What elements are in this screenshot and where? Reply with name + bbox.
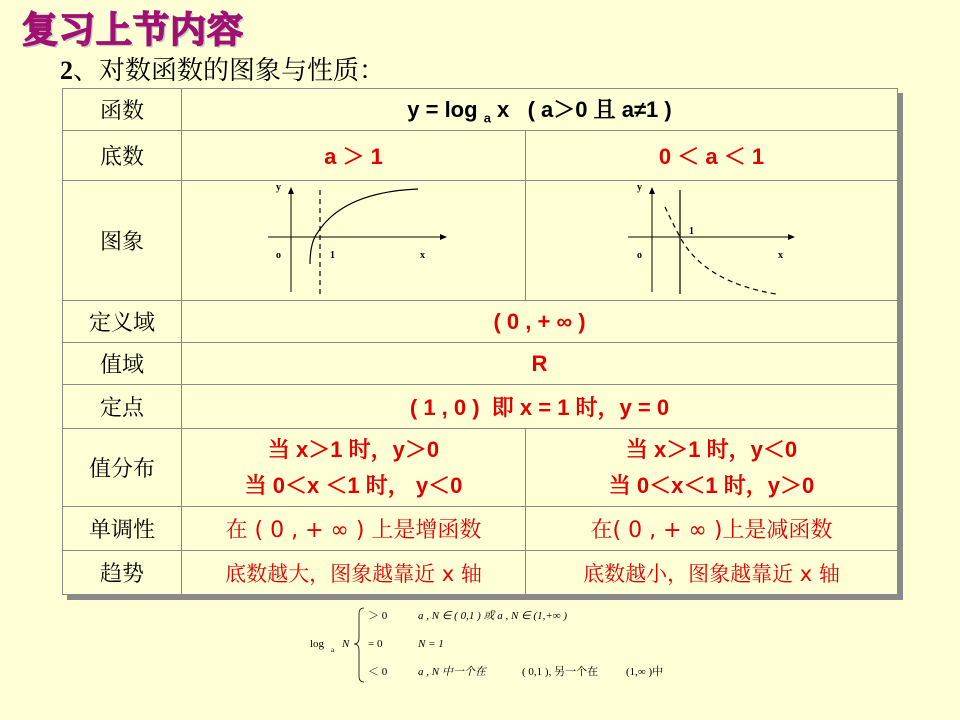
row-monotonicity [63, 507, 898, 551]
graph-increasing-cell [182, 181, 526, 301]
heading-number: 2 [60, 56, 73, 85]
distribution-increasing [182, 429, 526, 507]
y-label-left: y [276, 181, 281, 193]
x-label-left: x [420, 249, 425, 261]
row-label-distribution: 值分布 [63, 429, 182, 507]
monotonic-decreasing: 在( 0 , + ∞ )上是减函数 [526, 507, 898, 551]
graph-decreasing-cell [526, 181, 898, 301]
fixed-point-value: ( 1 , 0 ) 即 x = 1 时，y = 0 [182, 385, 898, 429]
formula-log: log [310, 638, 325, 650]
graph-decreasing [526, 182, 897, 300]
log-curve-decreasing [665, 207, 776, 294]
formula-brace [354, 608, 364, 682]
row-distribution [63, 429, 898, 507]
x-axis-arrow-right [788, 234, 795, 240]
case3-sign: ＜ 0 [368, 666, 388, 678]
graph-increasing [182, 182, 525, 300]
case3-condition-a: a , N 中一个在 [418, 666, 486, 678]
base-greater-one: a ＞ 1 [182, 131, 526, 181]
row-label-range: 值域 [63, 343, 182, 385]
one-label-right: 1 [689, 225, 694, 237]
row-range [63, 343, 898, 385]
case3-condition-b: ( 0,1 ), 另一个在 [522, 666, 599, 678]
trend-decreasing: 底数越小，图象越靠近 x 轴 [526, 551, 898, 595]
row-base [63, 131, 898, 181]
distribution-right-line2: 当 0＜x＜1 时，y＞0 [608, 472, 815, 498]
row-label-trend: 趋势 [63, 551, 182, 595]
case3-condition-c: (1,∞ )中 [626, 666, 664, 678]
monotonic-increasing: 在 ( 0 , + ∞ ) 上是增函数 [182, 507, 526, 551]
formula-log-base: a [331, 646, 335, 654]
distribution-left-line1: 当 x＞1 时，y＞0 [267, 436, 440, 462]
row-fixed-point [63, 385, 898, 429]
log-sign-formula [300, 596, 700, 696]
formula-base-subscript: a [483, 110, 491, 126]
distribution-left-line2: 当 0＜x ＜1 时， y＜0 [244, 472, 463, 498]
row-graph [63, 181, 898, 301]
row-label-graph: 图象 [63, 181, 182, 301]
formula-suffix: x ( a＞0 且 a≠1 ) [490, 97, 672, 123]
case1-condition: a , N ∈ ( 0,1 ) 或 a , N ∈ (1,+∞ ) [418, 610, 568, 622]
section-heading [60, 50, 385, 87]
row-function [63, 89, 898, 131]
log-curve-increasing [310, 189, 418, 264]
function-formula [182, 89, 898, 131]
y-label-right: y [637, 181, 642, 193]
origin-label-left: o [276, 249, 281, 261]
row-trend [63, 551, 898, 595]
case2-condition: N = 1 [418, 638, 444, 650]
trend-increasing: 底数越大，图象越靠近 x 轴 [182, 551, 526, 595]
row-label-base: 底数 [63, 131, 182, 181]
x-label-right: x [778, 249, 783, 261]
formula-N: N [342, 638, 350, 650]
distribution-right-line1: 当 x＞1 时，y＜0 [625, 436, 798, 462]
properties-table [62, 88, 898, 595]
origin-label-right: o [637, 249, 642, 261]
base-between-zero-one: 0 ＜ a ＜ 1 [526, 131, 898, 181]
row-label-function: 函数 [63, 89, 182, 131]
x-axis-arrow-left [440, 234, 447, 240]
row-domain [63, 301, 898, 343]
one-label-left: 1 [330, 249, 335, 261]
case2-sign: = 0 [368, 638, 383, 650]
y-axis-arrow-right [649, 187, 655, 194]
distribution-decreasing [526, 429, 898, 507]
row-label-fixed-point: 定点 [63, 385, 182, 429]
heading-text: 、对数函数的图象与性质： [73, 56, 386, 86]
row-label-monotonicity: 单调性 [63, 507, 182, 551]
row-label-domain: 定义域 [63, 301, 182, 343]
range-value: R [182, 343, 898, 385]
case1-sign: ＞ 0 [368, 610, 388, 622]
formula-prefix: y = log [407, 97, 484, 123]
y-axis-arrow-left [288, 187, 294, 194]
section-banner: 复习上节内容 [22, 10, 245, 51]
domain-value: ( 0 , + ∞ ) [182, 301, 898, 343]
